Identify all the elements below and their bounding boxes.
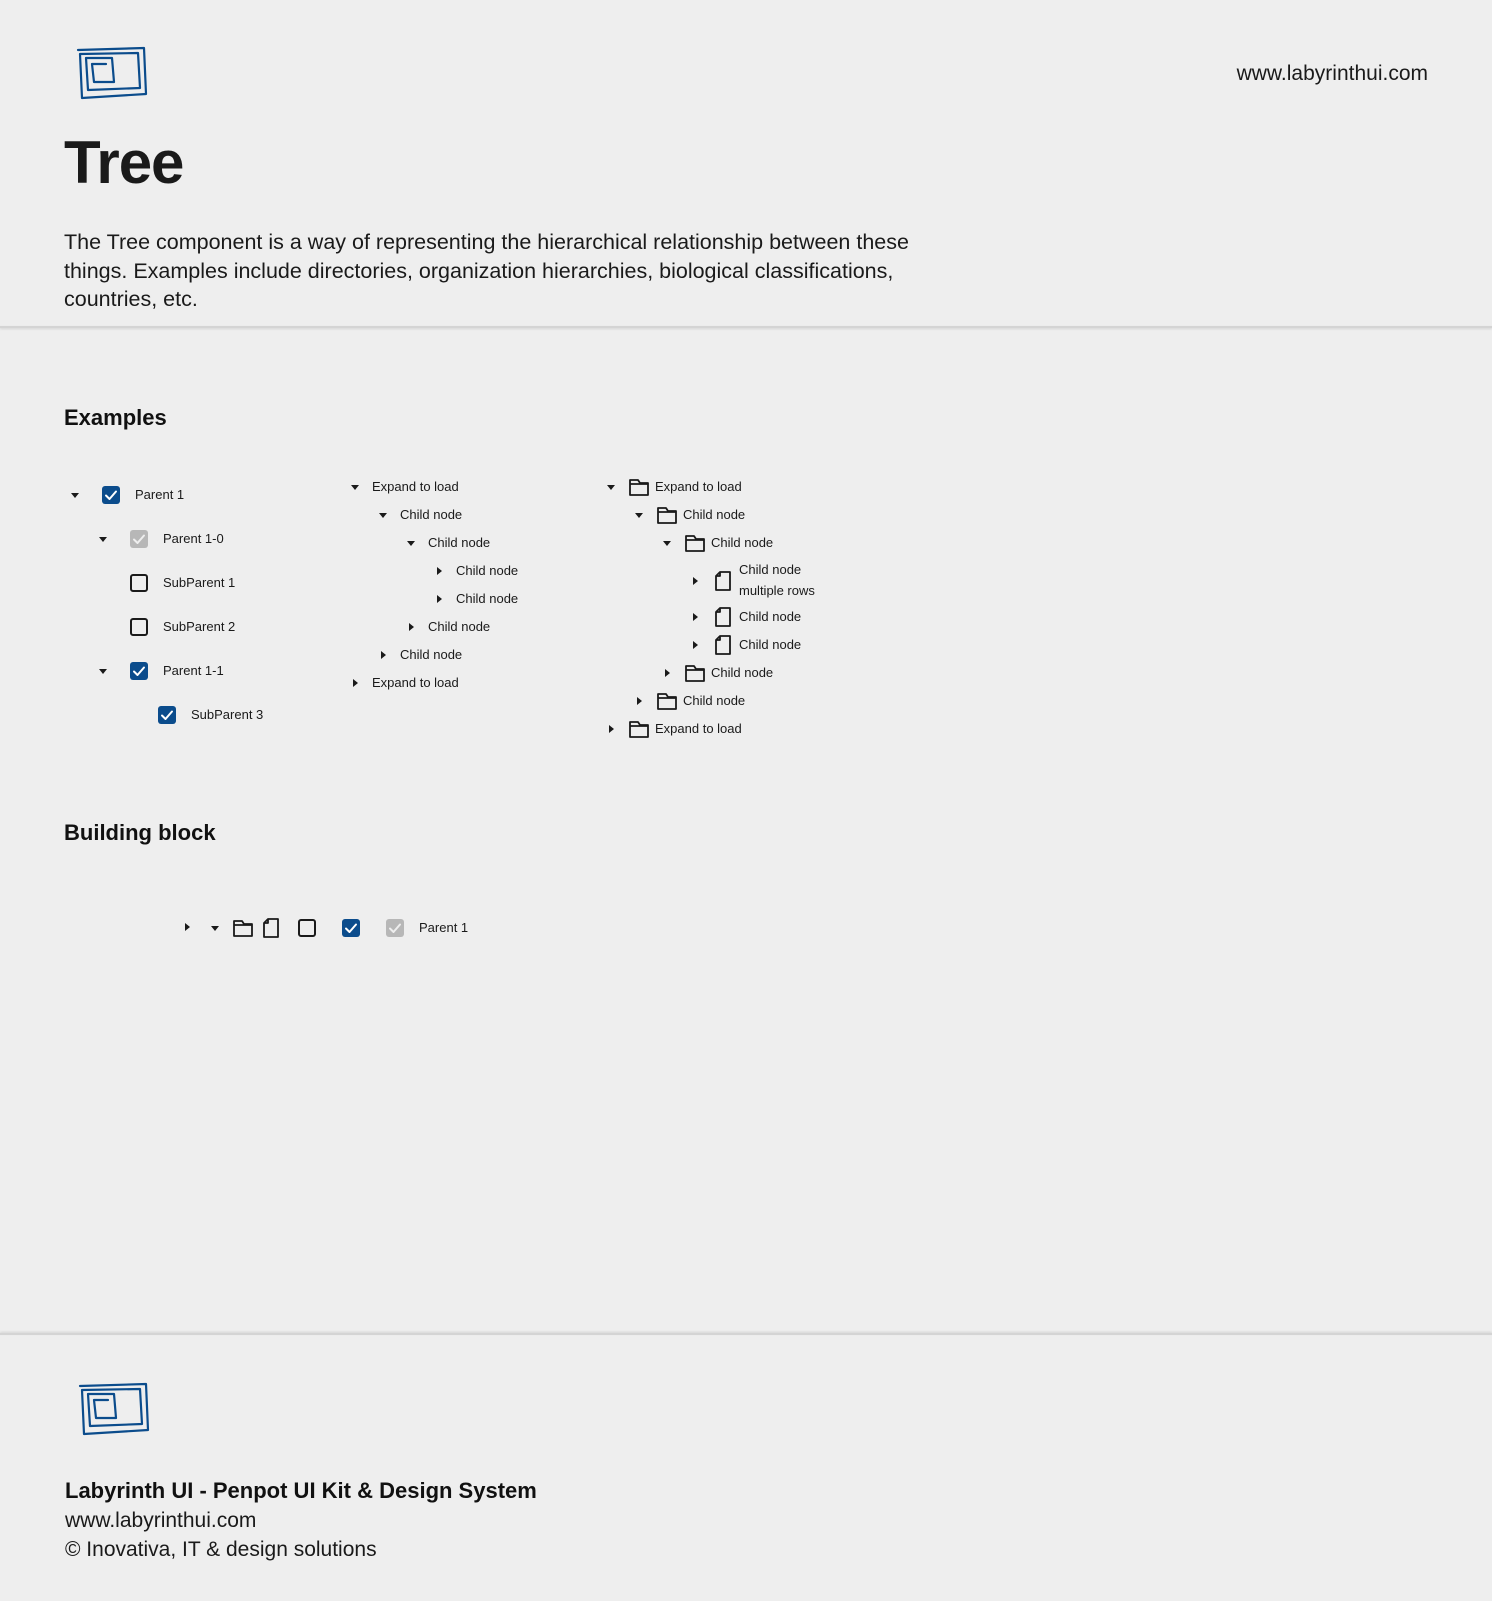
tree-node[interactable] xyxy=(660,662,880,684)
tree-node-label: Child node xyxy=(683,693,746,708)
checkbox-checked[interactable] xyxy=(102,486,120,504)
tree-node-label: SubParent 3 xyxy=(191,707,264,722)
folder-icon xyxy=(232,917,254,939)
checkbox-disabled-checked xyxy=(130,530,148,548)
caret-right-icon[interactable] xyxy=(693,577,698,585)
tree-node-label: Child node xyxy=(400,647,463,662)
tree-node[interactable] xyxy=(376,504,556,526)
footer-divider xyxy=(0,1333,1492,1335)
tree-node[interactable] xyxy=(604,476,824,498)
page-title: Tree xyxy=(64,129,184,196)
caret-right-icon[interactable] xyxy=(693,613,698,621)
tree-node-subparent-2[interactable] xyxy=(92,616,292,638)
tree-node-label: Child node xyxy=(683,507,746,522)
caret-right-icon[interactable] xyxy=(665,669,670,677)
tree-node-label: Child node xyxy=(739,609,802,624)
folder-icon xyxy=(628,718,650,740)
checkbox-unchecked[interactable] xyxy=(130,574,148,592)
checkbox-unchecked[interactable] xyxy=(298,919,316,937)
footer-url[interactable]: www.labyrinthui.com xyxy=(65,1509,257,1532)
caret-right-icon[interactable] xyxy=(693,641,698,649)
tree-node[interactable] xyxy=(660,532,880,554)
tree-node-label: SubParent 2 xyxy=(163,619,236,634)
tree-node-label: Child node xyxy=(456,591,519,606)
tree-node[interactable] xyxy=(688,560,908,602)
caret-down-icon[interactable] xyxy=(351,485,359,490)
tree-node-label-line-2: multiple rows xyxy=(739,583,815,598)
caret-right-icon[interactable] xyxy=(353,679,358,687)
examples-heading: Examples xyxy=(64,405,167,430)
folder-icon xyxy=(656,690,678,712)
caret-down-icon[interactable] xyxy=(407,541,415,546)
tree-node-label-line-1: Child node xyxy=(739,562,802,577)
tree-node-label: Child node xyxy=(428,535,491,550)
file-icon xyxy=(260,917,282,939)
tree-node-label: Expand to load xyxy=(372,675,459,690)
checkbox-checked[interactable] xyxy=(342,919,360,937)
tree-node-label: Parent 1-1 xyxy=(163,663,224,678)
page-description: The Tree component is a way of representing the hierarchical relationship between these things. Examples include directories, organization hierarchies, biological classifications, countries, etc. xyxy=(64,230,909,311)
tree-node-label: Child node xyxy=(711,665,774,680)
tree-node-label: Parent 1-0 xyxy=(163,531,224,546)
tree-node-label: SubParent 1 xyxy=(163,575,236,590)
caret-down-icon[interactable] xyxy=(607,485,615,490)
site-url[interactable]: www.labyrinthui.com xyxy=(1236,62,1428,85)
caret-down-icon[interactable] xyxy=(663,541,671,546)
tree-node-label: Expand to load xyxy=(372,479,459,494)
caret-down-icon[interactable] xyxy=(71,493,79,498)
tree-node-parent-1[interactable] xyxy=(64,484,264,506)
header-divider xyxy=(0,326,1492,328)
tree-node[interactable] xyxy=(632,690,852,712)
tree-node[interactable] xyxy=(432,560,612,582)
folder-icon xyxy=(628,476,650,498)
tree-node-parent-1-1[interactable] xyxy=(92,660,292,682)
building-block-heading: Building block xyxy=(64,820,216,845)
tree-node-label: Child node xyxy=(739,637,802,652)
tree-node[interactable] xyxy=(632,504,852,526)
tree-node[interactable] xyxy=(688,606,908,628)
tree-node-parent-1-0[interactable] xyxy=(92,528,292,550)
caret-down-icon[interactable] xyxy=(635,513,643,518)
file-icon xyxy=(712,606,734,628)
checkbox-disabled-checked xyxy=(386,919,404,937)
tree-node-label: Parent 1 xyxy=(135,487,185,502)
tree-node[interactable] xyxy=(688,634,908,656)
caret-down-icon[interactable] xyxy=(211,926,219,931)
caret-down-icon[interactable] xyxy=(99,537,107,542)
tree-node-label: Expand to load xyxy=(655,479,742,494)
tree-node-label: Child node xyxy=(711,535,774,550)
caret-right-icon[interactable] xyxy=(409,623,414,631)
caret-right-icon[interactable] xyxy=(437,567,442,575)
caret-right-icon[interactable] xyxy=(637,697,642,705)
tree-node[interactable] xyxy=(404,616,584,638)
caret-right-icon[interactable] xyxy=(437,595,442,603)
caret-right-icon[interactable] xyxy=(381,651,386,659)
checkbox-unchecked[interactable] xyxy=(130,618,148,636)
tree-node-label: Child node xyxy=(428,619,491,634)
building-block-label: Parent 1 xyxy=(419,920,469,935)
checkbox-checked[interactable] xyxy=(130,662,148,680)
footer-copyright: © Inovativa, IT & design solutions xyxy=(65,1538,377,1561)
tree-node-subparent-3[interactable] xyxy=(120,704,320,726)
footer-title: Labyrinth UI - Penpot UI Kit & Design System xyxy=(65,1478,537,1503)
tree-node[interactable] xyxy=(376,644,556,666)
file-icon xyxy=(712,570,734,592)
folder-icon xyxy=(656,504,678,526)
checkbox-checked[interactable] xyxy=(158,706,176,724)
caret-right-icon[interactable] xyxy=(609,725,614,733)
tree-node[interactable] xyxy=(348,672,528,694)
tree-node[interactable] xyxy=(604,718,824,740)
caret-right-icon[interactable] xyxy=(185,923,190,931)
tree-node[interactable] xyxy=(404,532,584,554)
folder-icon xyxy=(684,662,706,684)
folder-icon xyxy=(684,532,706,554)
tree-node-label: Expand to load xyxy=(655,721,742,736)
tree-node-label: Child node xyxy=(456,563,519,578)
tree-node[interactable] xyxy=(348,476,528,498)
caret-down-icon[interactable] xyxy=(379,513,387,518)
tree-node-subparent-1[interactable] xyxy=(92,572,292,594)
file-icon xyxy=(712,634,734,656)
tree-node[interactable] xyxy=(432,588,612,610)
tree-node-label: Child node xyxy=(400,507,463,522)
labyrinth-logo-icon xyxy=(74,1380,152,1438)
labyrinth-logo-icon xyxy=(72,44,150,102)
caret-down-icon[interactable] xyxy=(99,669,107,674)
